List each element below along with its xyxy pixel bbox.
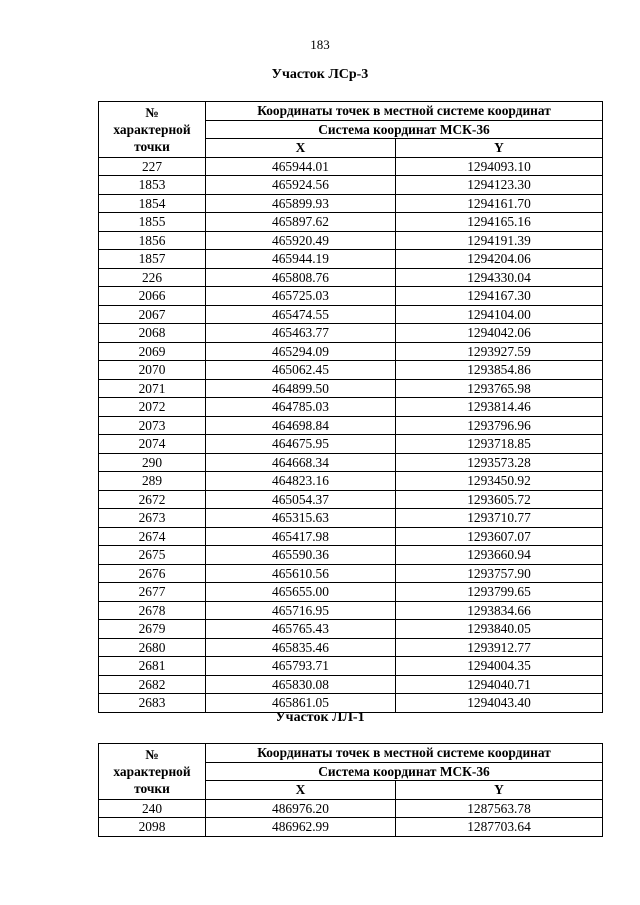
- y-coordinate-cell: 1293912.77: [396, 638, 603, 657]
- x-column-header: X: [206, 781, 396, 800]
- y-coordinate-cell: 1294042.06: [396, 324, 603, 343]
- x-coordinate-cell: 465793.71: [206, 657, 396, 676]
- table-row: [99, 657, 603, 676]
- table-row: [99, 546, 603, 565]
- table-row: [99, 453, 603, 472]
- table-row: [99, 157, 603, 176]
- section-title: Участок ЛЛ-1: [275, 710, 365, 725]
- point-number-cell: 2098: [99, 818, 206, 837]
- y-coordinate-cell: 1294165.16: [396, 213, 603, 232]
- point-number-cell: 2072: [99, 398, 206, 417]
- point-number-cell: 2676: [99, 564, 206, 583]
- point-number-cell: 2680: [99, 638, 206, 657]
- point-number-header: № характерной точки: [99, 102, 206, 158]
- table-row: [99, 509, 603, 528]
- point-number-cell: 289: [99, 472, 206, 491]
- y-column-header: Y: [396, 139, 603, 158]
- y-coordinate-cell: 1294330.04: [396, 268, 603, 287]
- y-coordinate-cell: 1294093.10: [396, 157, 603, 176]
- y-coordinate-cell: 1294004.35: [396, 657, 603, 676]
- x-coordinate-cell: 465725.03: [206, 287, 396, 306]
- y-coordinate-cell: 1294191.39: [396, 231, 603, 250]
- x-coordinate-cell: 465062.45: [206, 361, 396, 380]
- coordinate-system-header-line2: Система координат МСК-36: [206, 120, 603, 139]
- page-number: 183: [310, 37, 330, 52]
- point-number-cell: 2672: [99, 490, 206, 509]
- coordinate-system-header-line2: Система координат МСК-36: [206, 762, 603, 781]
- table-row: [99, 818, 603, 837]
- point-number-cell: 2067: [99, 305, 206, 324]
- y-coordinate-cell: 1293573.28: [396, 453, 603, 472]
- point-number-cell: 2066: [99, 287, 206, 306]
- y-coordinate-cell: 1293927.59: [396, 342, 603, 361]
- point-number-cell: 2073: [99, 416, 206, 435]
- point-number-cell: 290: [99, 453, 206, 472]
- x-coordinate-cell: 465808.76: [206, 268, 396, 287]
- x-coordinate-cell: 464698.84: [206, 416, 396, 435]
- table-row: [99, 361, 603, 380]
- x-coordinate-cell: 465463.77: [206, 324, 396, 343]
- x-coordinate-cell: 465944.19: [206, 250, 396, 269]
- point-number-cell: 2679: [99, 620, 206, 639]
- y-coordinate-cell: 1293718.85: [396, 435, 603, 454]
- x-coordinate-cell: 465590.36: [206, 546, 396, 565]
- y-coordinate-cell: 1293814.46: [396, 398, 603, 417]
- x-coordinate-cell: 465861.05: [206, 694, 396, 713]
- table-row: [99, 799, 603, 818]
- table-row: [99, 324, 603, 343]
- x-coordinate-cell: 465830.08: [206, 675, 396, 694]
- y-coordinate-cell: 1293450.92: [396, 472, 603, 491]
- point-number-cell: 1857: [99, 250, 206, 269]
- table-row: [99, 287, 603, 306]
- table-row: [99, 675, 603, 694]
- point-number-cell: 2074: [99, 435, 206, 454]
- y-coordinate-cell: 1293799.65: [396, 583, 603, 602]
- table-row: [99, 416, 603, 435]
- point-number-cell: 1855: [99, 213, 206, 232]
- table-row: [99, 601, 603, 620]
- table-row: [99, 250, 603, 269]
- point-number-cell: 2683: [99, 694, 206, 713]
- x-coordinate-cell: 464823.16: [206, 472, 396, 491]
- y-coordinate-cell: 1287563.78: [396, 799, 603, 818]
- point-number-cell: 1856: [99, 231, 206, 250]
- point-number-cell: 2678: [99, 601, 206, 620]
- y-coordinate-cell: 1293660.94: [396, 546, 603, 565]
- point-number-cell: 227: [99, 157, 206, 176]
- y-coordinate-cell: 1293834.66: [396, 601, 603, 620]
- y-coordinate-cell: 1293607.07: [396, 527, 603, 546]
- y-coordinate-cell: 1294167.30: [396, 287, 603, 306]
- table-row: [99, 638, 603, 657]
- x-coordinate-cell: 465054.37: [206, 490, 396, 509]
- y-coordinate-cell: 1293605.72: [396, 490, 603, 509]
- table-row: [99, 268, 603, 287]
- y-coordinate-cell: 1293840.05: [396, 620, 603, 639]
- x-coordinate-cell: 465474.55: [206, 305, 396, 324]
- point-number-cell: 1854: [99, 194, 206, 213]
- point-number-cell: 1853: [99, 176, 206, 195]
- point-number-cell: 226: [99, 268, 206, 287]
- point-number-cell: 240: [99, 799, 206, 818]
- table-row: [99, 564, 603, 583]
- y-coordinate-cell: 1293796.96: [396, 416, 603, 435]
- x-coordinate-cell: 465944.01: [206, 157, 396, 176]
- y-coordinate-cell: 1293710.77: [396, 509, 603, 528]
- x-coordinate-cell: 465924.56: [206, 176, 396, 195]
- y-coordinate-cell: 1294123.30: [396, 176, 603, 195]
- table-row: [99, 231, 603, 250]
- coordinates-table: [98, 743, 603, 837]
- y-column-header: Y: [396, 781, 603, 800]
- x-coordinate-cell: 465897.62: [206, 213, 396, 232]
- x-coordinate-cell: 465610.56: [206, 564, 396, 583]
- x-coordinate-cell: 464675.95: [206, 435, 396, 454]
- point-number-cell: 2677: [99, 583, 206, 602]
- point-number-cell: 2673: [99, 509, 206, 528]
- point-number-cell: 2071: [99, 379, 206, 398]
- table-row: [99, 398, 603, 417]
- x-coordinate-cell: 486962.99: [206, 818, 396, 837]
- point-number-cell: 2681: [99, 657, 206, 676]
- point-number-cell: 2070: [99, 361, 206, 380]
- section-title: Участок ЛСр-3: [271, 67, 369, 82]
- table-row: [99, 213, 603, 232]
- point-number-cell: 2069: [99, 342, 206, 361]
- x-coordinate-cell: 486976.20: [206, 799, 396, 818]
- y-coordinate-cell: 1287703.64: [396, 818, 603, 837]
- table-row: [99, 490, 603, 509]
- x-coordinate-cell: 465920.49: [206, 231, 396, 250]
- table-row: [99, 305, 603, 324]
- y-coordinate-cell: 1293757.90: [396, 564, 603, 583]
- point-number-cell: 2675: [99, 546, 206, 565]
- y-coordinate-cell: 1294040.71: [396, 675, 603, 694]
- point-number-cell: 2674: [99, 527, 206, 546]
- x-coordinate-cell: 464899.50: [206, 379, 396, 398]
- table-body: [99, 157, 603, 712]
- x-coordinate-cell: 465835.46: [206, 638, 396, 657]
- coordinate-system-header-line1: Координаты точек в местной системе координат: [206, 102, 603, 121]
- coordinates-table: [98, 101, 603, 713]
- y-coordinate-cell: 1294161.70: [396, 194, 603, 213]
- x-coordinate-cell: 465294.09: [206, 342, 396, 361]
- y-coordinate-cell: 1293765.98: [396, 379, 603, 398]
- point-number-cell: 2068: [99, 324, 206, 343]
- table-row: [99, 379, 603, 398]
- x-coordinate-cell: 465716.95: [206, 601, 396, 620]
- x-coordinate-cell: 464785.03: [206, 398, 396, 417]
- table-body: [99, 799, 603, 836]
- x-column-header: X: [206, 139, 396, 158]
- table-row: [99, 194, 603, 213]
- coordinate-system-header-line1: Координаты точек в местной системе координат: [206, 744, 603, 763]
- y-coordinate-cell: 1294043.40: [396, 694, 603, 713]
- table-row: [99, 176, 603, 195]
- table-row: [99, 435, 603, 454]
- y-coordinate-cell: 1294104.00: [396, 305, 603, 324]
- table-row: [99, 527, 603, 546]
- table-row: [99, 342, 603, 361]
- point-number-cell: 2682: [99, 675, 206, 694]
- y-coordinate-cell: 1294204.06: [396, 250, 603, 269]
- x-coordinate-cell: 465315.63: [206, 509, 396, 528]
- table-row: [99, 620, 603, 639]
- x-coordinate-cell: 465899.93: [206, 194, 396, 213]
- x-coordinate-cell: 465655.00: [206, 583, 396, 602]
- y-coordinate-cell: 1293854.86: [396, 361, 603, 380]
- x-coordinate-cell: 465765.43: [206, 620, 396, 639]
- x-coordinate-cell: 464668.34: [206, 453, 396, 472]
- point-number-header: № характерной точки: [99, 744, 206, 800]
- x-coordinate-cell: 465417.98: [206, 527, 396, 546]
- table-row: [99, 472, 603, 491]
- table-row: [99, 583, 603, 602]
